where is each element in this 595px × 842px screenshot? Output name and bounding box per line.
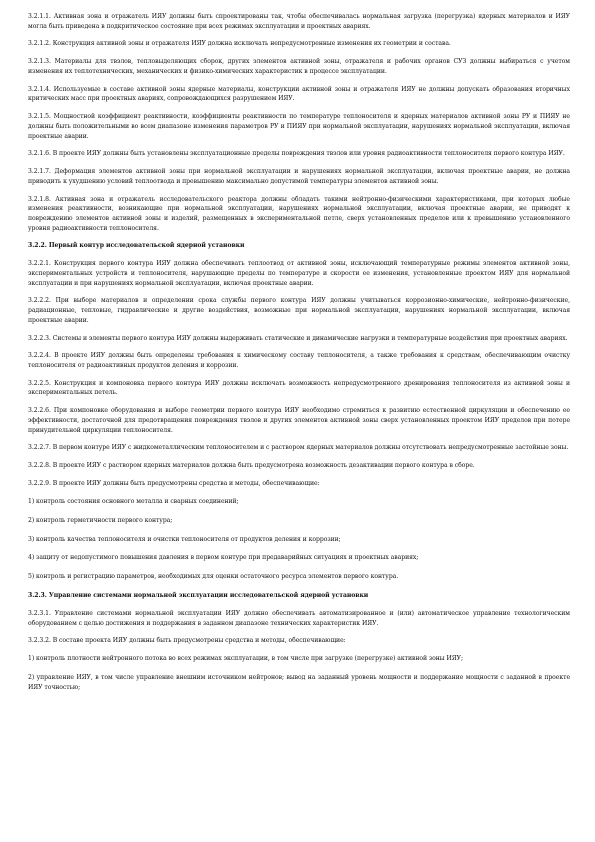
list-item: 1) контроль плотности нейтронного потока во всех режимах эксплуатации, в том числе при загрузке (перегрузке) активной зоны ИЯУ;	[28, 655, 463, 663]
paragraph-3-2-3-2: 3.2.3.2. В составе проекта ИЯУ должны быть предусмотрены средства и методы, обеспечивающие:	[28, 637, 346, 645]
paragraph-3-2-2-2: 3.2.2.2. При выборе материалов и определении срока службы первого контура ИЯУ должны учитываться коррозионно-химические, нейтронно-физические, радиационные, тепловые, гидравлические и другие воздействия, возможные при нормальной эксплуатации, нарушениях нормальной эксплуатации, включая проектные аварии.	[28, 297, 570, 324]
list-item: 1) контроль состояния основного металла и сварных соединений;	[28, 498, 239, 506]
paragraph-3-2-1-4: 3.2.1.4. Используемые в составе активной зоны ядерные материалы, конструкции активной зоны и отражателя ИЯУ не должны допускать образования вторичных критических масс при проектных авариях, сопровождающихся разрушением ИЯУ.	[28, 85, 570, 103]
document-page	[28, 12, 570, 701]
paragraph-3-2-1-1: 3.2.1.1. Активная зона и отражатель ИЯУ должны быть спроектированы так, чтобы обеспечивалась нормальная загрузка (перегрузка) ядерных материалов и ИЯУ могла быть приведена в подкритическое состояние при всех режимах эксплуатации и проектных авариях.	[28, 13, 570, 30]
paragraph-3-2-1-2: 3.2.1.2. Конструкция активной зоны и отражателя ИЯУ должна исключать непредусмотренные изменения их геометрии и состава.	[28, 40, 451, 48]
paragraph-3-2-1-7: 3.2.1.7. Деформация элементов активной зоны при нормальной эксплуатации и нарушениях нормальной эксплуатации, включая проектные аварии, не должна приводить к ухудшению условий теплоотвода и превышению максимально допустимой температуры элементов активной зоны.	[28, 168, 570, 185]
list-item: 5) контроль и регистрацию параметров, необходимых для оценки остаточного ресурса элементов первого контура.	[28, 573, 399, 581]
paragraph-3-2-2-7: 3.2.2.7. В первом контуре ИЯУ с жидкометаллическим теплоносителем и с раствором ядерных материалов должны отсутствовать непредусмотренные застойные зоны.	[28, 444, 569, 452]
section-heading-3-2-2: 3.2.2. Первый контур исследовательской ядерной установки	[28, 242, 245, 250]
section-heading-3-2-3: 3.2.3. Управление системами нормальной эксплуатации исследовательской ядерной установки	[28, 592, 369, 600]
paragraph-3-2-1-3: 3.2.1.3. Материалы для твэлов, тепловыделяющих сборок, других элементов активной зоны, отражателя и рабочих органов СУЗ должны выбираться с учетом изменения их теплотехнических, механических и физико-химических характеристик в процессе эксплуатации.	[28, 58, 570, 75]
paragraph-3-2-1-8: 3.2.1.8. Активная зона и отражатель исследовательского реактора должны обладать такими нейтронно-физическими характеристиками, при которых любые изменения реактивности, возникающие при нормальной эксплуатации, нарушениях нормальной эксплуатации, включая проектные аварии, не приводят к повреждению элементов активной зоны и изделий, размещенных в экспериментальной петле, сверх установленных пределов или к превышению установленного уровня радиоактивности теплоносителя.	[28, 195, 570, 232]
paragraph-3-2-1-6: 3.2.1.6. В проекте ИЯУ должны быть установлены эксплуатационные пределы повреждения твэлов или уровня радиоактивности теплоносителя первого контура ИЯУ.	[28, 150, 565, 158]
list-item: 2) управление ИЯУ, в том числе управление внешним источником нейтронов; вывод на заданный уровень мощности и поддержание мощности с заданной в проекте ИЯУ точностью;	[28, 674, 570, 691]
paragraph-3-2-1-5: 3.2.1.5. Мощностной коэффициент реактивности, коэффициенты реактивности по температуре теплоносителя и ядерных материалов активной зоны РУ и ПИЯУ не должны быть положительными во всем диапазоне изменения параметров РУ и ПИЯУ при нормальной эксплуатации, нарушениях нормальной эксплуатации, включая проектные аварии.	[28, 113, 570, 140]
paragraph-3-2-2-5: 3.2.2.5. Конструкция и компоновка первого контура ИЯУ должны исключать возможность непредусмотренного дренирования теплоносителя из активной зоны и экспериментальных петель.	[28, 379, 570, 397]
paragraph-3-2-2-8: 3.2.2.8. В проекте ИЯУ с раствором ядерных материалов должна быть предусмотрена возможность дезактивации первого контура в сборе.	[28, 462, 475, 470]
list-item: 3) контроль качества теплоносителя и очистки теплоносителя от продуктов деления и коррозии;	[28, 535, 341, 543]
paragraph-3-2-2-9: 3.2.2.9. В проекте ИЯУ должны быть предусмотрены средства и методы, обеспечивающие:	[28, 480, 320, 488]
list-item: 4) защиту от недопустимого повышения давления в первом контуре при предаварийных ситуациях и проектных авариях;	[28, 554, 419, 562]
paragraph-3-2-2-4: 3.2.2.4. В проекте ИЯУ должны быть определены требования к химическому составу теплоносителя, а также требования к средствам, обеспечивающим очистку теплоносителя от радиоактивных продуктов деления и коррозии.	[28, 352, 570, 369]
paragraph-3-2-2-6: 3.2.2.6. При компоновке оборудования и выборе геометрии первого контура ИЯУ необходимо стремиться к развитию естественной циркуляции и обеспечению ее эффективности, достаточной для предотвращения повреждения твэлов и других элементов активной зоны сверх установленных проектом ИЯУ пределов при потере принудительной циркуляции теплоносителя.	[28, 407, 570, 434]
paragraph-3-2-3-1: 3.2.3.1. Управление системами нормальной эксплуатации ИЯУ должно обеспечивать автоматизированное и (или) автоматическое управление технологическим оборудованием с целью достижения и поддержания в заданном диапазоне технических характеристик ИЯУ.	[28, 609, 570, 627]
list-item: 2) контроль герметичности первого контура;	[28, 516, 173, 524]
paragraph-3-2-2-1: 3.2.2.1. Конструкция первого контура ИЯУ должна обеспечивать теплоотвод от активной зоны, исключающий температурные режимы элементов активной зоны, экспериментальных устройств и теплоносителя, нарушающие пределы по температуре и скорости ее изменения, установленные проектом ИЯУ для нормальной эксплуатации и при нарушениях нормальной эксплуатации, включая проектные аварии.	[28, 260, 570, 287]
paragraph-3-2-2-3: 3.2.2.3. Системы и элементы первого контура ИЯУ должны выдерживать статические и динамические нагрузки и температурные воздействия при проектных авариях.	[28, 334, 568, 342]
